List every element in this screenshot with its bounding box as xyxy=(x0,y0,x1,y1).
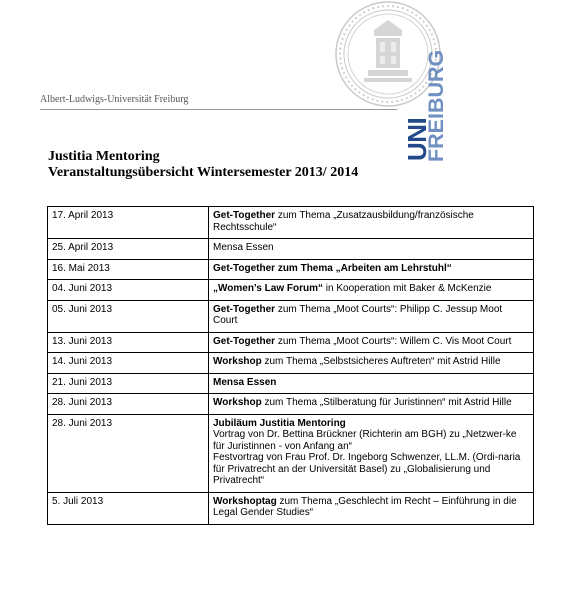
event-description-line xyxy=(213,377,529,389)
event-date: 05. Juni 2013 xyxy=(48,300,209,332)
header-divider xyxy=(40,109,397,110)
event-row xyxy=(48,414,534,492)
event-date: 28. Juni 2013 xyxy=(48,394,209,415)
uni-freiburg-logo xyxy=(402,49,448,162)
event-description-line xyxy=(213,242,529,254)
event-date: 14. Juni 2013 xyxy=(48,353,209,374)
event-description-line xyxy=(213,336,529,348)
event-highlight-text: Get-Together zum Thema „Arbeiten am Lehrstuhl“ xyxy=(213,262,452,274)
event-description-line xyxy=(213,283,529,295)
event-highlight-text: Get-Together xyxy=(213,303,276,315)
event-description-line xyxy=(213,418,529,430)
event-row xyxy=(48,239,534,260)
event-highlight-text: Workshoptag xyxy=(213,495,277,507)
event-date: 21. Juni 2013 xyxy=(48,373,209,394)
event-description xyxy=(209,207,534,239)
event-text: Festvortrag von Frau Prof. Dr. Ingeborg Schwenzer, LL.M. (Ordi-naria für Privatrecht an der Universität Basel) zu „Globalisierung und Privatrecht“ xyxy=(213,452,521,486)
event-highlight-text: Workshop xyxy=(213,397,262,408)
event-highlight-text: „Women’s Law Forum“ xyxy=(213,283,324,294)
event-row xyxy=(48,259,534,280)
event-description xyxy=(209,394,534,415)
event-date: 13. Juni 2013 xyxy=(48,332,209,353)
event-text: zum Thema „Stilberatung für Juristinnen“ mit Astrid Hille xyxy=(261,397,512,408)
event-description-line xyxy=(213,356,529,368)
event-description xyxy=(209,373,534,394)
event-description xyxy=(209,280,534,301)
events-table xyxy=(47,206,534,525)
event-description-line xyxy=(213,263,529,275)
logo-freiburg-text: FREIBURG xyxy=(424,49,448,162)
event-row xyxy=(48,492,534,524)
event-row xyxy=(48,353,534,374)
event-row xyxy=(48,300,534,332)
event-description xyxy=(209,300,534,332)
event-description xyxy=(209,239,534,260)
event-highlight-text: Get-Together xyxy=(213,335,276,347)
event-date: 16. Mai 2013 xyxy=(48,259,209,280)
event-row xyxy=(48,332,534,353)
event-description-line xyxy=(213,429,529,452)
event-date: 04. Juni 2013 xyxy=(48,280,209,301)
event-description-line xyxy=(213,304,529,327)
event-row xyxy=(48,373,534,394)
event-description xyxy=(209,332,534,353)
event-text: zum Thema „Selbstsicheres Auftreten“ mit Astrid Hille xyxy=(261,356,501,367)
event-description-line xyxy=(213,452,529,487)
event-description xyxy=(209,259,534,280)
event-description-line xyxy=(213,210,529,233)
event-description-line xyxy=(213,496,529,519)
event-row xyxy=(48,207,534,239)
event-date: 28. Juni 2013 xyxy=(48,414,209,492)
event-text: zum Thema „Moot Courts“: Philipp C. Jessup Moot Court xyxy=(213,303,503,326)
event-highlight-text: Get-Together xyxy=(213,210,276,221)
university-name: Albert-Ludwigs-Universität Freiburg xyxy=(40,94,189,105)
events-table-body xyxy=(48,207,534,525)
event-highlight-text: Jubiläum Justitia Mentoring xyxy=(213,417,346,429)
document-title: Justitia Mentoring xyxy=(48,149,160,164)
event-highlight-text: Workshop xyxy=(213,356,262,367)
event-text: zum Thema „Zusatzausbildung/französische Rechtsschule“ xyxy=(213,210,474,233)
event-date: 5. Juli 2013 xyxy=(48,492,209,524)
event-description xyxy=(209,353,534,374)
event-text: zum Thema „Moot Courts“: Willem C. Vis Moot Court xyxy=(275,335,512,347)
event-text: zum Thema „Geschlecht im Recht – Einführung in die Legal Gender Studies“ xyxy=(213,495,517,518)
event-text: in Kooperation mit Baker & McKenzie xyxy=(323,283,492,294)
document-subtitle: Veranstaltungsübersicht Wintersemester 2013/ 2014 xyxy=(48,165,359,180)
event-description xyxy=(209,492,534,524)
event-row xyxy=(48,394,534,415)
event-description-line xyxy=(213,397,529,409)
event-text: Vortrag von Dr. Bettina Brückner (Richterin am BGH) zu „Netzwer-ke für Juristinnen - von Anfang an“ xyxy=(213,429,517,452)
event-row xyxy=(48,280,534,301)
event-date: 25. April 2013 xyxy=(48,239,209,260)
logo-uni-text: UNI xyxy=(402,117,432,161)
event-highlight-text: Mensa Essen xyxy=(213,376,277,388)
event-description xyxy=(209,414,534,492)
event-date: 17. April 2013 xyxy=(48,207,209,239)
event-text: Mensa Essen xyxy=(213,242,274,253)
